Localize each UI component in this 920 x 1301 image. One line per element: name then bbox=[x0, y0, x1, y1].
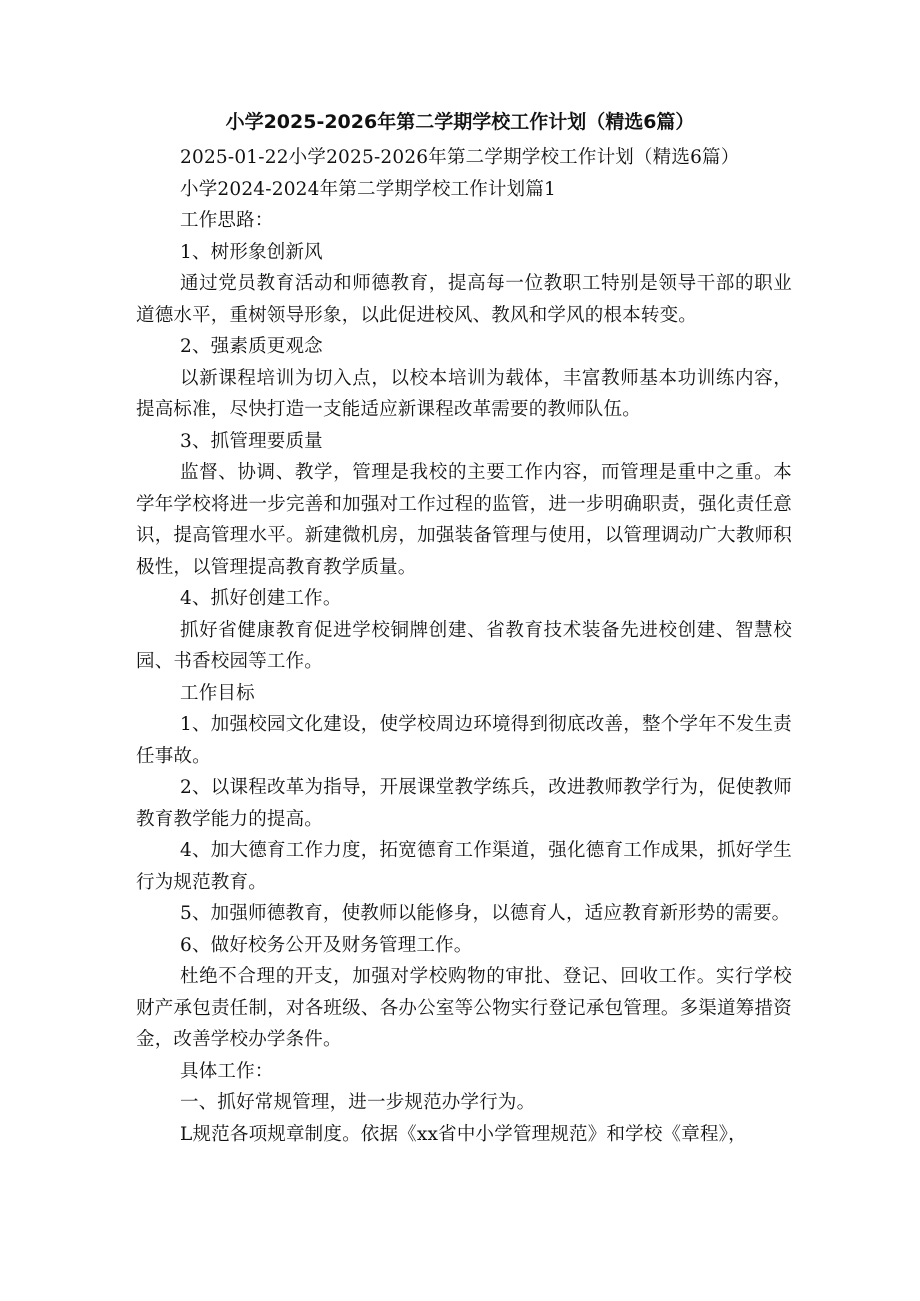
list-item: 2、强素质更观念 bbox=[180, 336, 323, 357]
list-item: 4、抓好创建工作。 bbox=[180, 588, 342, 609]
date-line: 2025-01-22小学2025-2026年第二学期学校工作计划（精选6篇） bbox=[180, 147, 740, 168]
body-paragraph: 杜绝不合理的开支，加强对学校购物的审批、登记、回收工作。实行学校财产承包责任制，对各班级、各办公室等公物实行登记承包管理。多渠道筹措资金，改善学校办学条件。 bbox=[136, 966, 792, 1050]
list-item: 3、抓管理要质量 bbox=[180, 430, 323, 452]
subheading: 工作思路： bbox=[180, 210, 274, 231]
list-item: 4、加大德育工作力度，拓宽德育工作渠道，强化德育工作成果，抓好学生行为规范教育。 bbox=[136, 840, 792, 893]
list-item: 2、以课程改革为指导，开展课堂教学练兵，改进教师教学行为，促使教师教育教学能力的提高。 bbox=[136, 777, 792, 830]
section-heading: 小学2024-2024年第二学期学校工作计划篇1 bbox=[180, 178, 556, 200]
list-item: 1、树形象创新风 bbox=[180, 241, 323, 263]
body-paragraph: 通过党员教育活动和师德教育，提高每一位教职工特别是领导干部的职业道德水平，重树领导形象，以此促进校风、教风和学风的根本转变。 bbox=[136, 273, 792, 326]
body-paragraph: 以新课程培训为切入点，以校本培训为载体，丰富教师基本功训练内容，提高标准，尽快打造一支能适应新课程改革需要的教师队伍。 bbox=[136, 367, 792, 420]
subheading: 工作目标 bbox=[180, 682, 255, 704]
body-paragraph: L规范各项规章制度。依据《xx省中小学管理规范》和学校《章程》， bbox=[180, 1123, 747, 1145]
list-item: 1、加强校园文化建设，使学校周边环境得到彻底改善，整个学年不发生责任事故。 bbox=[136, 714, 792, 767]
document-body bbox=[136, 142, 792, 1150]
list-item: 5、加强师德教育，使教师以能修身，以德育人，适应教育新形势的需要。 bbox=[180, 903, 791, 924]
body-paragraph: 监督、协调、教学，管理是我校的主要工作内容，而管理是重中之重。本学年学校将进一步完善和加强对工作过程的监管，进一步明确职责，强化责任意识，提高管理水平。新建微机房，加强装备管理与使用，以管理调动广大教师积极性，以管理提高教育教学质量。 bbox=[136, 462, 792, 578]
list-item: 一、抓好常规管理，进一步规范办学行为。 bbox=[180, 1092, 536, 1113]
list-item: 6、做好校务公开及财务管理工作。 bbox=[180, 934, 473, 956]
subheading: 具体工作： bbox=[180, 1060, 274, 1082]
document-title: 小学2025-2026年第二学期学校工作计划（精选6篇） bbox=[225, 111, 695, 133]
body-paragraph: 抓好省健康教育促进学校铜牌创建、省教育技术装备先进校创建、智慧校园、书香校园等工作。 bbox=[136, 619, 792, 672]
